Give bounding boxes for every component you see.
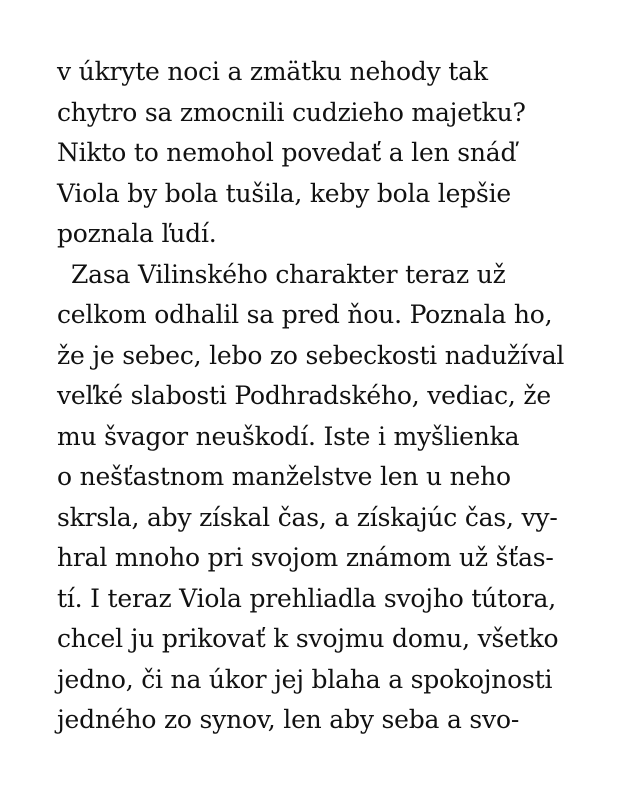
paragraph-start-line: Zasa Vilinského charakter teraz už xyxy=(71,259,506,289)
text-line: Nikto to nemohol povedať a len snáď xyxy=(57,138,517,167)
text-line: chcel ju prikovať k svojmu domu, všetko xyxy=(57,624,559,653)
text-line: poznala ľudí. xyxy=(57,219,217,248)
text-line: celkom odhalil sa pred ňou. Poznala ho, xyxy=(57,300,553,329)
text-line: veľké slabosti Podhradského, vediac, že xyxy=(57,381,551,410)
text-line: Viola by bola tušila, keby bola lepšie xyxy=(57,178,511,208)
text-line: o nešťastnom manželstve len u neho xyxy=(57,462,511,491)
text-line: mu švagor neuškodí. Iste i myšlienka xyxy=(57,421,520,451)
body-text xyxy=(57,52,617,741)
text-line: tí. I teraz Viola prehliadla svojho tútora, xyxy=(57,583,556,613)
text-line: že je sebec, lebo zo sebeckosti nadužíval xyxy=(57,340,565,370)
text-line: hral mnoho pri svojom známom už šťas- xyxy=(57,543,554,572)
text-line: v úkryte noci a zmätku nehody tak xyxy=(57,57,488,86)
text-line: jedno, či na úkor jej blaha a spokojnosti xyxy=(57,664,553,694)
text-line: chytro sa zmocnili cudzieho majetku? xyxy=(57,97,526,127)
text-line: skrsla, aby získal čas, a získajúc čas, vy- xyxy=(57,502,558,532)
text-line: jedného zo synov, len aby seba a svo- xyxy=(57,705,520,734)
